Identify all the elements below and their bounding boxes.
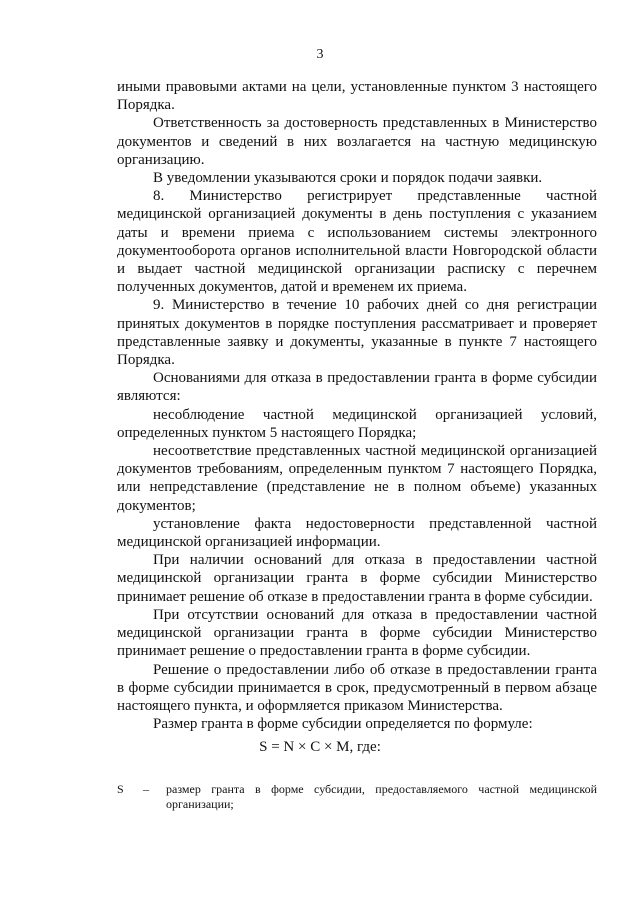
paragraph: Основаниями для отказа в предоставлении гранта в форме субсидии являются: (117, 370, 597, 405)
paragraph: Решение о предоставлении либо об отказе в предоставлении гранта в форме субсидии принимается в срок, предусмотренный в первом абзаце настоящего пункта, и оформляется приказом Министерства. (117, 661, 597, 714)
paragraph-item-9: 9. Министерство в течение 10 рабочих дней со дня регистрации принятых документов в порядке поступления рассматривает и проверяет представленные заявку и документы, указанные в пункте 7 настоящего Порядка. (117, 297, 597, 369)
paragraph: В уведомлении указываются сроки и порядок подачи заявки. (153, 170, 543, 187)
refusal-ground: установление факта недостоверности представленной частной медицинской организацией информации. (117, 515, 597, 551)
legend-dash: – (143, 782, 149, 796)
paragraph: При отсутствии оснований для отказа в предоставлении частной медицинской организации гранта в форме субсидии Министерство принимает решение о предоставлении гранта в форме субсидии. (117, 606, 597, 660)
paragraph: При наличии оснований для отказа в предоставлении частной медицинской организации гранта в форме субсидии Министерство принимает решение об отказе в предоставлении гранта в форме субсидии. (117, 552, 597, 605)
paragraph-item-8: 8. Министерство регистрирует представленные частной медицинской организацией документы в день поступления с указанием даты и времени приема с использованием системы электронного документооборота органов исполнительной власти Новгородской области и выдает частной медицинской организации расписку с перечнем полученных документов, датой и временем их приема. (117, 188, 597, 296)
refusal-ground: несоблюдение частной медицинской организацией условий, определенных пунктом 5 настоящего Порядка; (117, 406, 597, 441)
paragraph: иными правовыми актами на цели, установленные пунктом 3 настоящего Порядка. (117, 79, 597, 114)
legend-description: размер гранта в форме субсидии, предоставляемого частной медицинской организации; (166, 782, 597, 811)
formula-legend (117, 782, 597, 812)
paragraph: Ответственность за достоверность представленных в Министерство документов и сведений в них возлагается на частную медицинскую организацию. (117, 115, 597, 168)
refusal-ground: несоответствие представленных частной медицинской организацией документов требованиям, определенным пунктом 7 настоящего Порядка, или непредставление (представление не в полном объеме) указанных документов; (117, 443, 597, 514)
paragraph: Размер гранта в форме субсидии определяется по формуле: (153, 716, 533, 733)
document-body (117, 78, 597, 733)
page-number: 3 (316, 47, 324, 62)
legend-symbol: S (117, 782, 124, 796)
grant-formula: S = N × C × M, где: (259, 739, 381, 755)
